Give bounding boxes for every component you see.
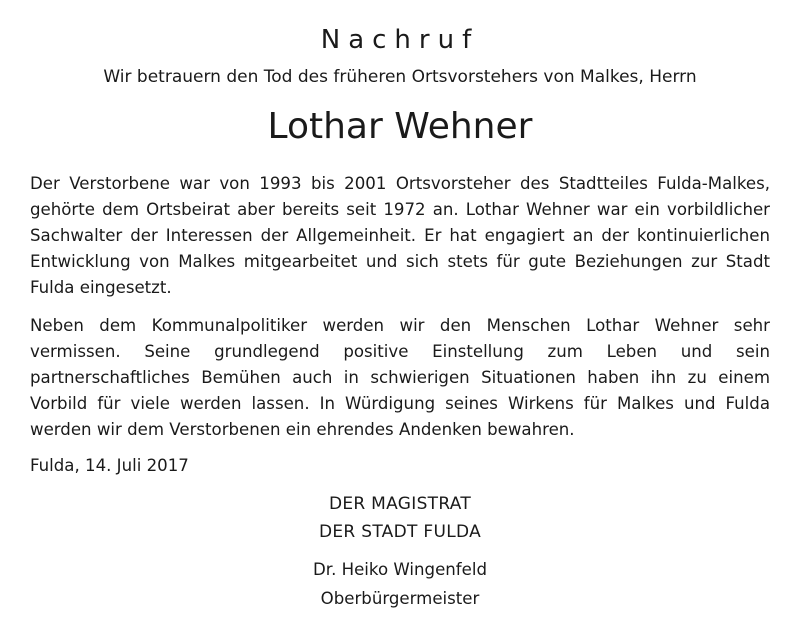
body-paragraph-1: Der Verstorbene war von 1993 bis 2001 Ortsvorsteher des Stadtteiles Fulda-Malkes, gehörte dem Ortsbeirat aber bereits seit 1972 an. Lothar Wehner war ein vorbildlicher Sachwalter der Interessen der Allgemeinheit. Er hat engagiert an der kontinuierlichen Entwicklung von Malkes mitgearbeitet und sich stets für gute Beziehungen zur Stadt Fulda eingesetzt.: [30, 174, 770, 297]
notice-intro: Wir betrauern den Tod des früheren Ortsvorstehers von Malkes, Herrn: [103, 67, 697, 87]
signature-org-line-1: DER MAGISTRAT: [328, 494, 472, 514]
body-paragraph-2: Neben dem Kommunalpolitiker werden wir den Menschen Lothar Wehner sehr vermissen. Seine grundlegend positive Einstellung zum Leben und sein partnerschaftliches Bemühen auch in schwierigen Situationen haben ihn zu einem Vorbild für viele werden lassen. In Würdigung seines Wirkens für Malkes und Fulda werden wir dem Verstorbenen ein ehrendes Andenken bewahren.: [30, 316, 770, 439]
dateline: Fulda, 14. Juli 2017: [30, 456, 189, 475]
notice-heading: Nachruf: [320, 25, 480, 55]
deceased-name: Lothar Wehner: [267, 106, 533, 147]
signature-org-line-2: DER STADT FULDA: [318, 522, 482, 542]
signer-name: Dr. Heiko Wingenfeld: [313, 560, 487, 579]
signer-role: Oberbürgermeister: [320, 589, 480, 608]
